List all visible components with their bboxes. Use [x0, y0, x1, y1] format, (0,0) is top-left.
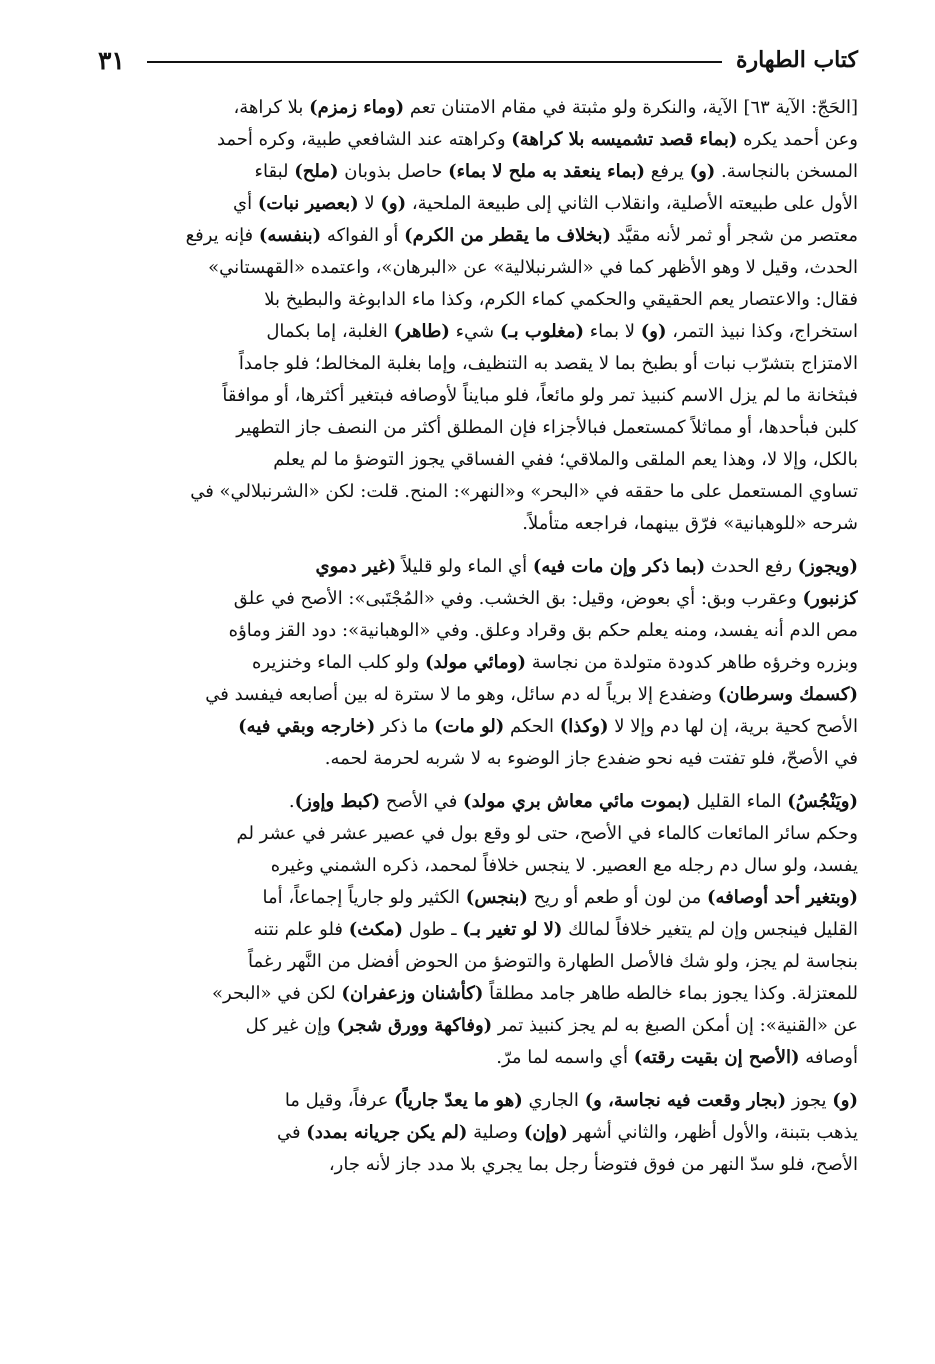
matn-text: (بما ذكر وإن مات فيه)	[532, 556, 706, 577]
sharh-text: شيء	[449, 321, 500, 342]
sharh-text: الأول على طبيعته الأصلية، وانقلاب الثاني إلى طبيعة الملحية،	[406, 193, 858, 214]
sharh-text: الغلبة، إما بكمال	[266, 321, 394, 342]
chapter-title: كتاب الطهارة	[735, 47, 858, 73]
sharh-text: شرحه «للوهبانية» فرّق بينهما، فراجعه متأملاً.	[522, 513, 858, 534]
sharh-text: لا بماء	[583, 321, 641, 342]
text-line	[98, 444, 858, 476]
sharh-text: يجوز	[786, 1090, 833, 1111]
sharh-text: الامتزاج بتشرّب نبات أو بطبخ بما لا يقصد به التنظيف، وإما بغلبة المخالط؛ فلو جامداً	[238, 353, 858, 374]
text-line	[98, 252, 858, 284]
matn-text: (وإن)	[523, 1122, 568, 1143]
sharh-text: ولو كلب الماء وخنزيره	[252, 652, 425, 673]
matn-text: (ويجوز)	[797, 556, 858, 577]
text-line	[98, 914, 858, 946]
sharh-text: عرفاً، وقيل ما	[284, 1090, 395, 1111]
sharh-text: وعقرب وبق: أي بعوض، وقيل: بق الخشب. وفي «المُجْتَبى»: الأصح في علق	[233, 588, 803, 609]
page-body	[98, 92, 858, 1181]
sharh-text: الجاري	[522, 1090, 585, 1111]
text-line	[98, 380, 858, 412]
sharh-text: أي	[233, 193, 258, 214]
text-line	[98, 583, 858, 615]
paragraph	[98, 551, 858, 775]
matn-text: (مغلوب بـ)	[499, 321, 584, 342]
text-line	[98, 647, 858, 679]
text-line	[98, 412, 858, 444]
sharh-text: يفسد، ولو سال دم رجله مع العصير. لا ينجس خلافاً لمحمد، ذكره الشمني وغيره	[270, 855, 858, 876]
text-line	[98, 850, 858, 882]
sharh-text: الماء القليل	[690, 791, 788, 812]
matn-text: (بعصير نبات)	[257, 193, 359, 214]
text-line	[98, 92, 858, 124]
sharh-text: فلو علم نتنه	[253, 919, 349, 940]
matn-text: (لم يكن جريانه بمدد)	[306, 1122, 468, 1143]
sharh-text: في الأصح	[380, 791, 464, 812]
sharh-text: حاصل بذوبان	[338, 161, 449, 182]
matn-text: (كبط وإوز)	[294, 791, 381, 812]
sharh-text: في	[276, 1122, 307, 1143]
matn-text: (و)	[640, 321, 667, 342]
text-line	[98, 978, 858, 1010]
sharh-text: الكثير ولو جارياً إجماعاً، أما	[262, 887, 466, 908]
text-line	[98, 1085, 858, 1117]
sharh-text: وحكم سائر المائعات كالماء في الأصح، حتى لو وقع بول في عصير عشر في عشر لم	[236, 823, 858, 844]
sharh-text: وعن أحمد يكره	[737, 129, 858, 150]
sharh-text: فقال: والاعتصار يعم الحقيقي والحكمي كماء الكرم، وكذا ماء الدابوغة والبطيخ بلا	[264, 289, 858, 310]
sharh-text: بنجاسة لم يجز، ولو شك فالأصل الطهارة والتوضؤ من الحوض أفضل من النَّهر رغماً	[248, 951, 858, 972]
matn-text: (لا لو تغير بـ)	[462, 919, 563, 940]
matn-text: (و)	[689, 161, 716, 182]
matn-text: (لو مات)	[434, 716, 505, 737]
paragraph	[98, 1085, 858, 1181]
text-line	[98, 743, 858, 775]
sharh-text: [الحَجّ: الآية ٦٣] الآية، والنكرة ولو مثبتة في مقام الامتنان تعم	[404, 97, 858, 118]
matn-text: (خارجه وبقي فيه)	[238, 716, 376, 737]
matn-text: (الأصح إن بقيت رقته)	[633, 1047, 800, 1068]
sharh-text: في الأصحّ، فلو تفتت فيه نحو ضفدع جاز الوضوء به لا شربه لحرمة لحمه.	[324, 748, 858, 769]
matn-text: (ويَنْجُسُ)	[787, 791, 858, 812]
sharh-text: .	[288, 791, 295, 812]
sharh-text: مص الدم أنه يفسد، ومنه يعلم حكم بق وقراد وعلق. وفي «الوهبانية»: دود القز وماؤه	[228, 620, 858, 641]
sharh-text: كلبن فبأحدها، أو مماثلاً كمستعمل فبالأجزاء فإن المطلق أكثر من النصف جاز التطهير	[236, 417, 858, 438]
sharh-text: المسخن بالنجاسة.	[715, 161, 858, 182]
text-line	[98, 1149, 858, 1181]
sharh-text: من لون أو طعم أو ريح	[527, 887, 707, 908]
sharh-text: أوصافه	[799, 1047, 858, 1068]
sharh-text: لكن في «البحر»	[212, 983, 342, 1004]
matn-text: (وماء زمزم)	[309, 97, 405, 118]
matn-text: (بموت مائي معاش بري مولد)	[463, 791, 691, 812]
sharh-text: الأصح، فلو سدّ النهر من فوق فتوضأ رجل بما يجري بلا مدد جاز لأنه جار،	[328, 1154, 858, 1175]
sharh-text: لبقاء	[254, 161, 295, 182]
sharh-text: وكراهته عند الشافعي طبية، وكره أحمد	[216, 129, 512, 150]
sharh-text: يرفع	[645, 161, 690, 182]
text-line	[98, 882, 858, 914]
matn-text: (ملح)	[294, 161, 339, 182]
text-line	[98, 818, 858, 850]
header-rule	[147, 61, 722, 63]
matn-text: (بماء ينعقد به ملح لا بماء)	[448, 161, 645, 182]
sharh-text: أو الفواكه	[321, 225, 405, 246]
text-line	[98, 316, 858, 348]
text-line	[98, 615, 858, 647]
sharh-text: وإن غير كل	[245, 1015, 337, 1036]
sharh-text: يذهب بتبنة، والأول أظهر، والثاني أشهر	[567, 1122, 858, 1143]
page-header	[98, 40, 858, 80]
sharh-text: الحكم	[504, 716, 560, 737]
matn-text: (وفاكهة وورق شجر)	[336, 1015, 493, 1036]
sharh-text: القليل فينجس وإن لم يتغير خلافاً لمالك	[562, 919, 858, 940]
sharh-text: وصلية	[467, 1122, 524, 1143]
matn-text: كزنبور)	[802, 588, 858, 609]
matn-text: (و)	[832, 1090, 858, 1111]
text-line	[98, 1042, 858, 1074]
sharh-text: تساوي المستعمل على ما حققه في «البحر» و«النهر»: المنح. قلت: لكن «الشرنبلالي» في	[190, 481, 858, 502]
text-line	[98, 786, 858, 818]
text-line	[98, 551, 858, 583]
sharh-text: الأصح كحية برية، إن لها دم وإلا لا	[608, 716, 858, 737]
matn-text: (ومائي مولد)	[424, 652, 526, 673]
matn-text: (كسمك وسرطان)	[717, 684, 858, 705]
text-line	[98, 946, 858, 978]
page-number: ٣١	[98, 45, 125, 75]
text-line	[98, 508, 858, 540]
text-line	[98, 156, 858, 188]
sharh-text: أي الماء ولو قليلاً	[396, 556, 533, 577]
text-line	[98, 284, 858, 316]
matn-text: (كأشنان وزعفران)	[341, 983, 484, 1004]
text-line	[98, 1117, 858, 1149]
sharh-text: ـ طول	[403, 919, 463, 940]
sharh-text: الحدث، وقيل لا وهو الأظهر كما في «الشرنبلالية» عن «البرهان»، واعتمده «القهستاني»	[208, 257, 858, 278]
matn-text: (بنجس)	[465, 887, 528, 908]
text-line	[98, 1010, 858, 1042]
text-line	[98, 220, 858, 252]
sharh-text: رفع الحدث	[705, 556, 798, 577]
sharh-text: فبثخانة ما لم يزل الاسم كنبيذ تمر ولو مائعاً، فلو مبايناً لأوصافه فبتغير أكثرها، أو موافقاً	[222, 385, 858, 406]
sharh-text: استخراج، وكذا نبيذ التمر،	[666, 321, 858, 342]
text-line	[98, 188, 858, 220]
sharh-text: ما ذكر	[375, 716, 435, 737]
text-line	[98, 711, 858, 743]
paragraph	[98, 786, 858, 1074]
sharh-text: بالكل، وإلا لا، وهذا يعم الملقى والملاقي؛ ففي الفساقي يجوز التوضؤ ما لم يعلم	[273, 449, 858, 470]
sharh-text: وضفدع إلا برياً له دم سائل، وهو ما لا سترة له بين أصابعه فيفسد في	[205, 684, 718, 705]
matn-text: (بجار وقعت فيه نجاسة، و)	[584, 1090, 787, 1111]
matn-text: (هو ما يعدّ جارياً)	[394, 1090, 523, 1111]
sharh-text: فإنه يرفع	[185, 225, 259, 246]
matn-text: (وكذا)	[559, 716, 609, 737]
matn-text: (بخلاف ما يقطر من الكرم)	[404, 225, 612, 246]
sharh-text: وبزره وخرؤه طاهر كدودة متولدة من نجاسة	[526, 652, 858, 673]
matn-text: (بماء قصد تشميسه بلا كراهة)	[511, 129, 738, 150]
sharh-text: عن «القنية»: إن أمكن الصبغ به لم يجز كنبيذ تمر	[492, 1015, 858, 1036]
sharh-text: بلا كراهة،	[233, 97, 310, 118]
sharh-text: أي واسمه لما مرّ.	[496, 1047, 634, 1068]
text-line	[98, 476, 858, 508]
matn-text: (غير دموي	[315, 556, 397, 577]
matn-text: (و)	[380, 193, 407, 214]
matn-text: (بنفسه)	[258, 225, 322, 246]
sharh-text: لا	[358, 193, 381, 214]
matn-text: (مكث)	[348, 919, 404, 940]
matn-text: (طاهر)	[393, 321, 450, 342]
sharh-text: للمعتزلة. وكذا يجوز بماء خالطه طاهر جامد مطلقاً	[483, 983, 858, 1004]
matn-text: (وبتغير أحد أوصافه)	[706, 887, 858, 908]
text-line	[98, 679, 858, 711]
paragraph	[98, 92, 858, 540]
sharh-text: معتصر من شجر أو ثمر لأنه مقيَّد	[611, 225, 858, 246]
text-line	[98, 124, 858, 156]
text-line	[98, 348, 858, 380]
